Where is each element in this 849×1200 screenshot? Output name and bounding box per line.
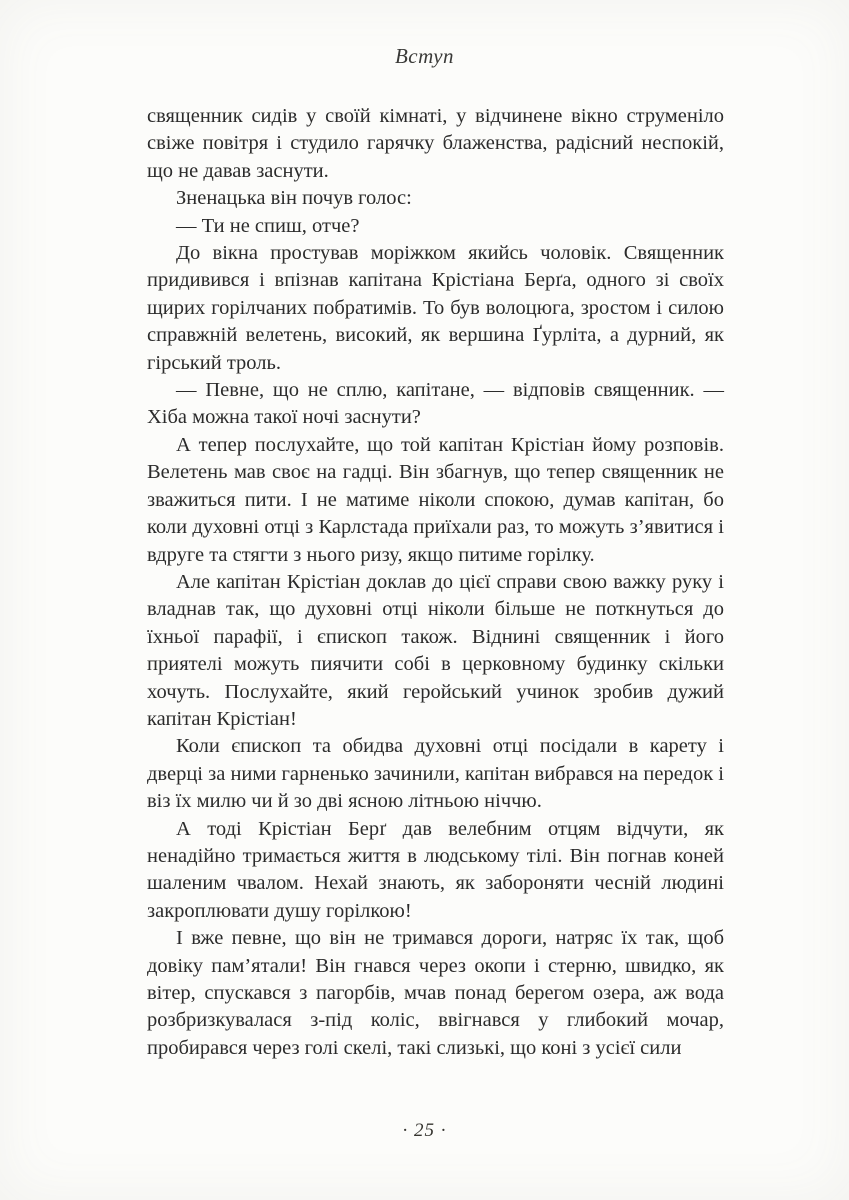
paragraph: А тоді Крістіан Берґ дав велебним отцям відчути, як ненадійно тримається життя в людському тілі. Він погнав коней шаленим чвалом. Нехай знають, як забороняти чесній людині закроплювати душу горілкою! (147, 817, 724, 922)
body-text (147, 103, 724, 1062)
page-number: · 25 · (402, 1120, 447, 1141)
paragraph: До вікна простував моріжком якийсь чоловік. Священник придивився і впізнав капітана Крістіана Берґа, одного зі своїх щирих горілчаних побратимів. То був волоцюга, зростом і силою справжній велетень, високий, як вершина Ґурліта, а дурний, як гірський троль. (147, 242, 724, 374)
paragraph: — Ти не спиш, отче? (176, 214, 360, 237)
paragraph: священник сидів у своїй кімнаті, у відчинене вікно струменіло свіже повітря і студило гарячку блаженства, радісний неспокій, що не давав заснути. (147, 105, 724, 182)
paragraph: Зненацька він почув голос: (176, 187, 412, 210)
chapter-heading: Вступ (394, 44, 455, 68)
paragraph: — Певне, що не сплю, капітане, — відповів священник. — Хіба можна такої ночі заснути? (147, 379, 724, 429)
paragraph: І вже певне, що він не тримався дороги, натряс їх так, щоб довіку пам’ятали! Він гнався через окопи і стерню, швидко, як вітер, спускався з пагорбів, мчав понад берегом озера, аж вода розбризкувалася з-під коліс, ввігнався у глибокий мочар, пробирався через голі скелі, такі слизькі, що коні з усієї сили (147, 927, 724, 1059)
paragraph: А тепер послухайте, що той капітан Крістіан йому розповів. Велетень мав своє на гадці. Він збагнув, що тепер священник не зважиться пити. І не матиме ніколи спокою, думав капітан, бо коли духовні отці з Карлстада приїхали раз, то можуть з’явитися і вдруге та стягти з нього ризу, якщо питиме горілку. (147, 433, 724, 566)
paragraph: Але капітан Крістіан доклав до цієї справи свою важку руку і владнав так, що духовні отці ніколи більше не поткнуться до їхньої парафії, і єпископ також. Віднині священник і його приятелі можуть пиячити собі в церковному будинку скільки хочуть. Послухайте, який геройський учинок зробив дужий капітан Крістіан! (147, 570, 724, 730)
paragraph: Коли єпископ та обидва духовні отці посідали в карету і дверці за ними гарненько зачинили, капітан вибрався на передок і віз їх милю чи й зо дві ясною літньою ніччю. (147, 735, 724, 813)
